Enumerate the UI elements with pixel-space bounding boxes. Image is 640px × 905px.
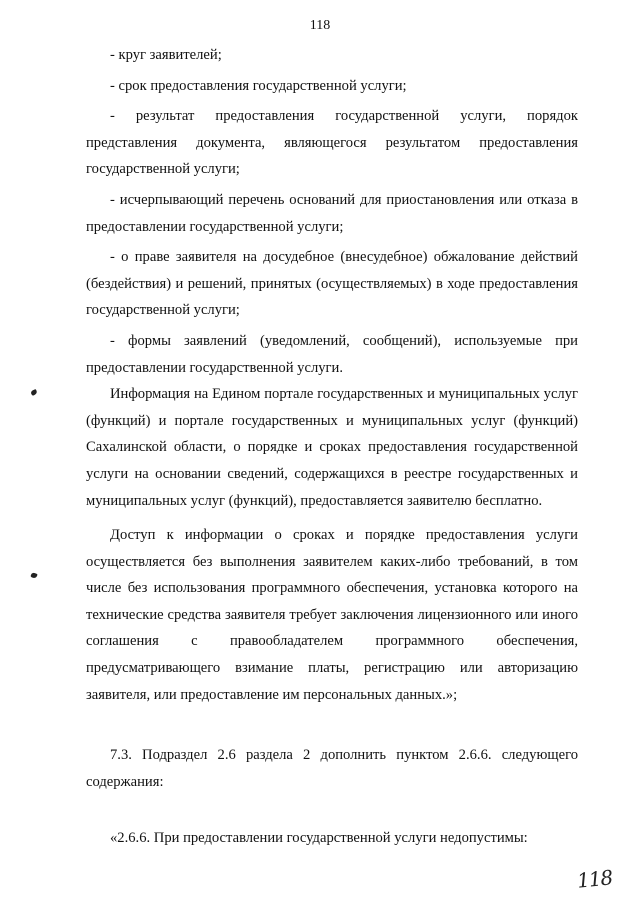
paragraph-item-refusal-grounds: - исчерпывающий перечень оснований для приостановления или отказа в предоставлении государственной услуги;	[86, 191, 578, 235]
paragraph-amendment: 7.3. Подраздел 2.6 раздела 2 дополнить пунктом 2.6.6. следующего содержания:	[86, 747, 578, 790]
ink-mark	[30, 389, 38, 396]
paragraph-access: Доступ к информации о сроках и порядке предоставления услуги осуществляется без выполнения заявителем каких-либо требований, в том числе без использования программного обеспечения, установка которого на технические средства заявителя требует заключения лицензионного или иного соглашения с правообладателем программного обеспечения, предусматривающего взимание платы, регистрацию или авторизацию заявителя, или предоставление им персональных данных.»;	[86, 527, 578, 703]
ink-mark	[30, 572, 37, 579]
page-number: 118	[309, 18, 331, 33]
handwritten-page-number: 118	[575, 865, 614, 893]
paragraph-item-appeal-right: - о праве заявителя на досудебное (внесудебное) обжалование действий (бездействия) и решений, принятых (осуществляемых) в ходе предоставления государственной услуги;	[86, 249, 578, 319]
paragraph-item-result: - результат предоставления государственной услуги, порядок представления документа, являющегося результатом предоставления государственной услуги;	[86, 108, 578, 178]
paragraph-clause-2-6-6: «2.6.6. При предоставлении государственной услуги недопустимы:	[110, 830, 528, 847]
paragraph-item-applicants: - круг заявителей;	[110, 47, 222, 63]
document-body	[86, 42, 578, 852]
paragraph-item-forms: - формы заявлений (уведомлений, сообщений), используемые при предоставлении государственной услуги.	[86, 332, 578, 376]
paragraph-item-term: - срок предоставления государственной услуги;	[110, 77, 407, 94]
paragraph-portal-info: Информация на Едином портале государственных и муниципальных услуг (функций) и портале государственных и муниципальных услуг (функций) Сахалинской области, о порядке и сроках предоставления государственной услуги на основании сведений, содержащихся в реестре государственных и муниципальных услуг (функций), предоставляется заявителю бесплатно.	[86, 386, 578, 509]
